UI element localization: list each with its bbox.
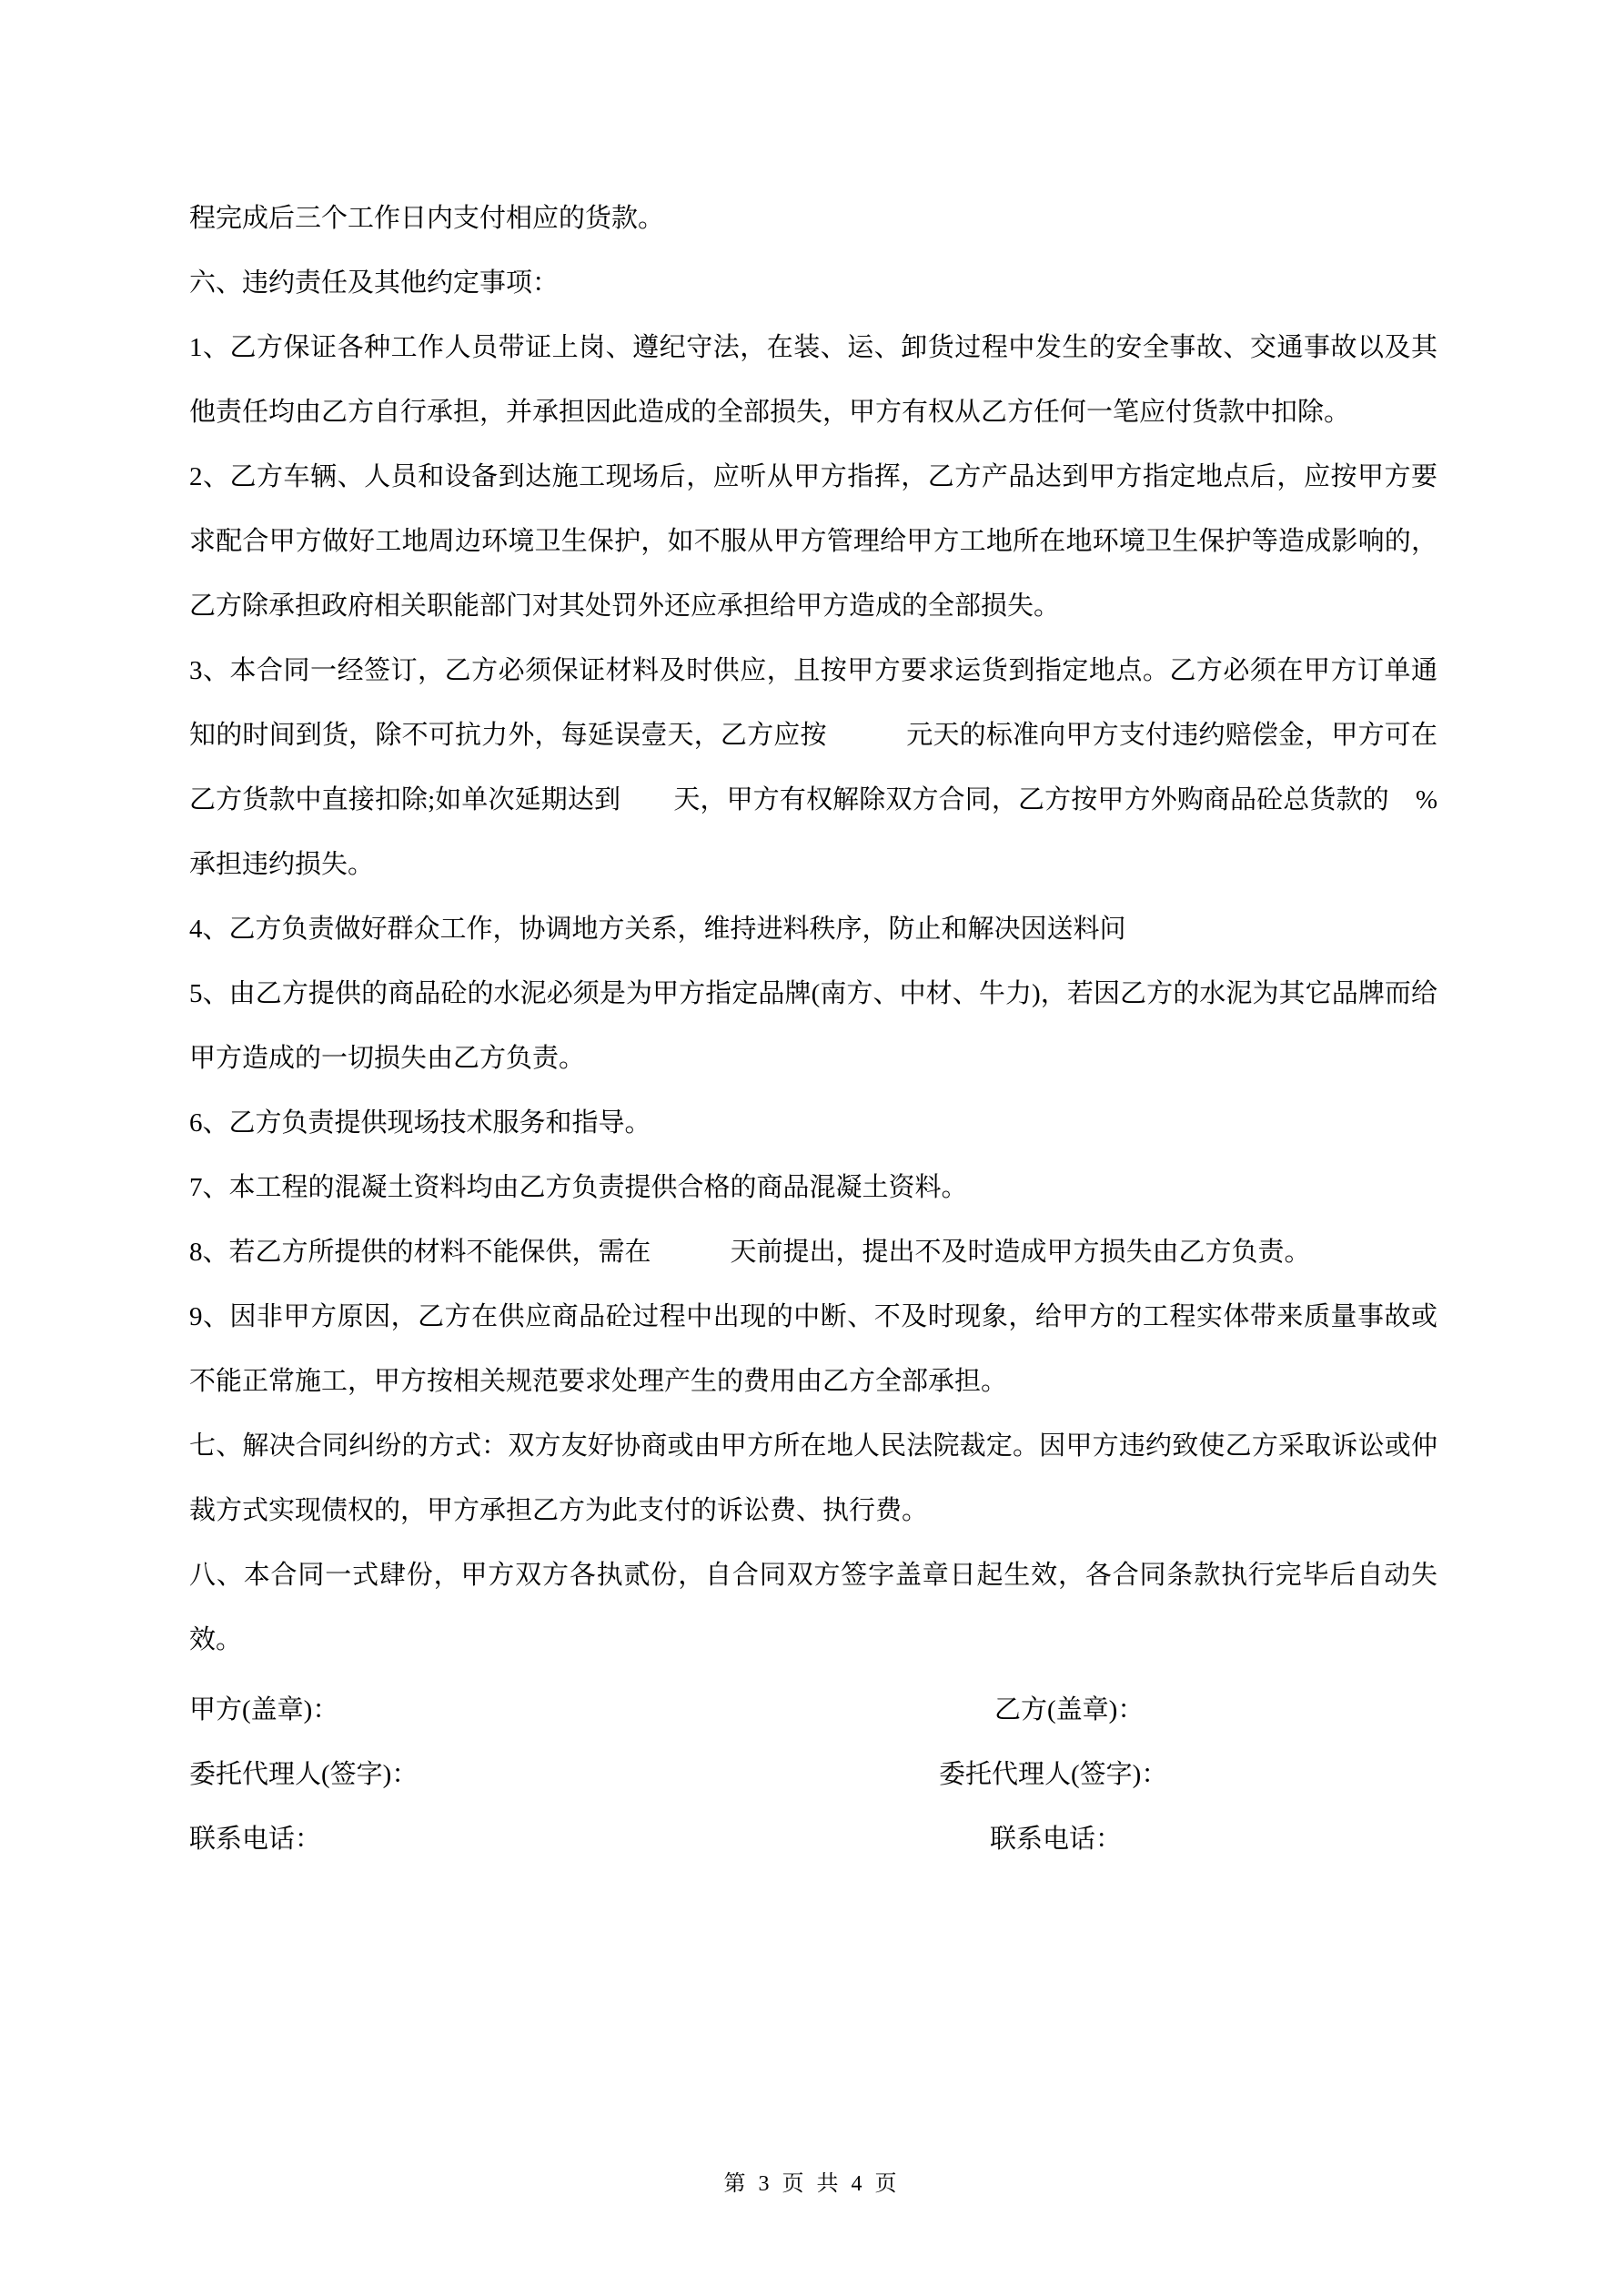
section-heading-7: 七、解决合同纠纷的方式：双方友好协商或由甲方所在地人民法院裁定。因甲方违约致使乙方采取诉讼或仲裁方式实现债权的，甲方承担乙方为此支付的诉讼费、执行费。 <box>189 1431 1437 1525</box>
party-b-agent-label: 委托代理人(签字)： <box>939 1760 1168 1789</box>
signature-row-agent <box>189 1743 1437 1807</box>
paragraph-continuation: 程完成后三个工作日内支付相应的货款。 <box>189 204 665 233</box>
clause-6-6: 6、乙方负责提供现场技术服务和指导。 <box>189 1108 651 1138</box>
clause-6-3: 3、本合同一经签订，乙方必须保证材料及时供应，且按甲方要求运货到指定地点。乙方必须在甲方订单通知的时间到货，除不可抗力外，每延误壹天，乙方应按 元天的标准向甲方支付违约赔偿金，甲方可在乙方货款中直接扣除;如单次延期达到 天，甲方有权解除双方合同，乙方按甲方外购商品砼总货款的 %承担违约损失。 <box>189 656 1437 879</box>
signature-row-seal <box>189 1678 1437 1743</box>
clause-6-8: 8、若乙方所提供的材料不能保供，需在 天前提出，提出不及时造成甲方损失由乙方负责。 <box>189 1238 1311 1267</box>
signature-row-phone <box>189 1807 1437 1872</box>
clause-6-2: 2、乙方车辆、人员和设备到达施工现场后，应听从甲方指挥，乙方产品达到甲方指定地点后，应按甲方要求配合甲方做好工地周边环境卫生保护，如不服从甲方管理给甲方工地所在地环境卫生保护等造成影响的，乙方除承担政府相关职能部门对其处罚外还应承担给甲方造成的全部损失。 <box>189 462 1437 621</box>
clause-6-4: 4、乙方负责做好群众工作，协调地方关系，维持进料秩序，防止和解决因送料问 <box>189 915 1126 944</box>
party-a-seal-label: 甲方(盖章)： <box>189 1695 339 1725</box>
party-a-phone-label: 联系电话： <box>189 1825 322 1854</box>
section-heading-6: 六、违约责任及其他约定事项： <box>189 268 560 298</box>
clause-6-1: 1、乙方保证各种工作人员带证上岗、遵纪守法，在装、运、卸货过程中发生的安全事故、交通事故以及其他责任均由乙方自行承担，并承担因此造成的全部损失，甲方有权从乙方任何一笔应付货款中扣除。 <box>189 333 1437 427</box>
section-heading-8: 八、本合同一式肆份，甲方双方各执贰份，自合同双方签字盖章日起生效，各合同条款执行完毕后自动失效。 <box>189 1561 1437 1654</box>
contract-body <box>189 187 1437 1872</box>
clause-6-9: 9、因非甲方原因，乙方在供应商品砼过程中出现的中断、不及时现象，给甲方的工程实体带来质量事故或不能正常施工，甲方按相关规范要求处理产生的费用由乙方全部承担。 <box>189 1302 1437 1396</box>
party-b-phone-label: 联系电话： <box>990 1825 1123 1854</box>
signature-block <box>189 1678 1437 1872</box>
clause-6-7: 7、本工程的混凝土资料均由乙方负责提供合格的商品混凝土资料。 <box>189 1173 968 1202</box>
page-number: 第 3 页 共 4 页 <box>723 2172 901 2196</box>
party-b-seal-label: 乙方(盖章)： <box>994 1695 1145 1725</box>
clause-6-5: 5、由乙方提供的商品砼的水泥必须是为甲方指定品牌(南方、中材、牛力)，若因乙方的水泥为其它品牌而给甲方造成的一切损失由乙方负责。 <box>189 979 1437 1073</box>
party-a-agent-label: 委托代理人(签字)： <box>189 1760 419 1789</box>
